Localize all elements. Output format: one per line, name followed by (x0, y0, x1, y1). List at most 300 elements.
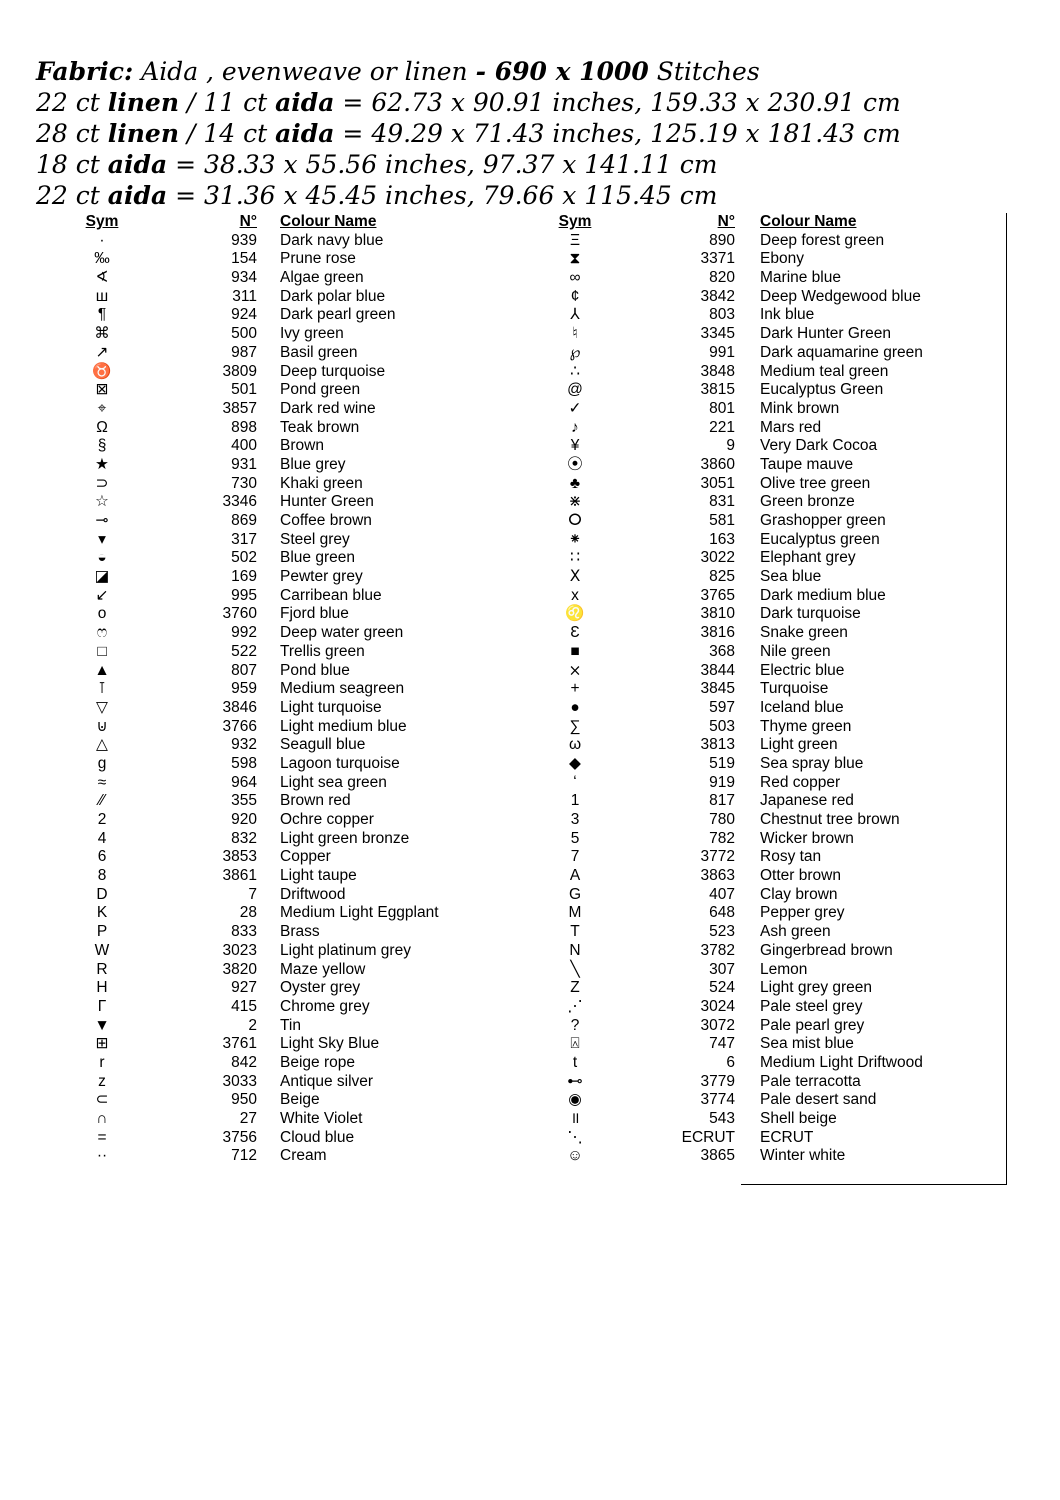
colour-name: Chestnut tree brown (760, 811, 900, 828)
symbol: ⊠ (95, 381, 109, 399)
thread-row (555, 456, 995, 475)
symbol: ¥ (570, 437, 580, 455)
thread-number: 3371 (700, 250, 735, 268)
thread-row (82, 456, 502, 475)
thread-number: 730 (231, 474, 257, 492)
thread-row (555, 998, 995, 1017)
symbol: ∩ (96, 1110, 108, 1127)
thread-row (555, 250, 995, 269)
colour-name: Light medium blue (280, 717, 407, 735)
symbol: ·· (96, 1147, 108, 1165)
thread-number: 415 (231, 997, 257, 1015)
colour-name: Light green bronze (280, 829, 410, 847)
symbol: @ (567, 381, 583, 399)
thread-row (82, 886, 502, 905)
thread-row (82, 1073, 502, 1092)
symbol: ‰ (94, 250, 110, 268)
thread-row (82, 699, 502, 718)
thread-row (555, 381, 995, 400)
thread-row (82, 512, 502, 531)
thread-number: 3072 (700, 1016, 735, 1034)
symbol: x (571, 586, 579, 604)
symbol: ⍓ (570, 1035, 580, 1053)
colour-name: Shell beige (760, 1110, 837, 1127)
thread-number: 934 (231, 269, 257, 287)
colour-name: Prune rose (280, 250, 356, 268)
colour-name: Ivy green (280, 325, 344, 343)
symbol: ⅄ (570, 306, 580, 324)
colour-name: Electric blue (760, 661, 845, 679)
symbol: ▽ (96, 698, 108, 716)
thread-row (82, 549, 502, 568)
symbol: Ξ (569, 231, 581, 249)
column-header-row (82, 213, 502, 232)
thread-number: 3857 (222, 399, 257, 417)
colour-name: Snake green (760, 624, 848, 642)
thread-number: 939 (231, 231, 257, 249)
thread-row (82, 680, 502, 699)
thread-number: 407 (709, 885, 735, 903)
thread-number: 920 (231, 811, 257, 828)
thread-number: 3865 (700, 1147, 735, 1165)
fabric-header (36, 56, 901, 211)
symbol: ? (570, 1016, 580, 1034)
colour-name: Dark polar blue (280, 287, 386, 305)
colour-name: Coffee brown (280, 512, 372, 529)
colour-name: Very Dark Cocoa (760, 437, 878, 455)
colour-name: Ochre copper (280, 811, 374, 828)
thread-number: 581 (709, 512, 735, 529)
symbol: ★ (95, 455, 109, 473)
colour-name: Ink blue (760, 306, 815, 324)
thread-number: 831 (709, 493, 735, 511)
symbol: M (568, 904, 582, 922)
symbol: ⊂ (95, 1091, 109, 1109)
thread-number: 400 (231, 437, 257, 455)
colour-name: Ash green (760, 923, 831, 941)
thread-row (82, 961, 502, 980)
thread-row (82, 1017, 502, 1036)
thread-row (555, 1129, 995, 1148)
thread-number: 890 (709, 231, 735, 249)
symbol: · (99, 231, 105, 249)
symbol: ⊸ (95, 512, 109, 529)
symbol: ♣ (569, 474, 581, 492)
thread-number: 3779 (700, 1072, 735, 1090)
thread-number: 924 (231, 306, 257, 324)
thread-row (555, 549, 995, 568)
colour-name: Light grey green (760, 979, 873, 997)
colour-name: Deep Wedgewood blue (760, 287, 921, 305)
thread-number: 898 (231, 418, 257, 436)
colour-name: Blue grey (280, 455, 346, 473)
colour-name: Blue green (280, 549, 355, 567)
thread-row (82, 493, 502, 512)
thread-row (82, 848, 502, 867)
thread-row (82, 1091, 502, 1110)
stitch-count: - 690 x 1000 (475, 57, 649, 86)
thread-number: 3861 (222, 867, 257, 885)
colour-name: Otter brown (760, 867, 841, 885)
thread-number: 598 (231, 754, 257, 772)
thread-row (82, 755, 502, 774)
symbol: ∷ (570, 549, 580, 567)
colour-name: Pale desert sand (760, 1091, 877, 1109)
thread-row (82, 568, 502, 587)
thread-row (82, 774, 502, 793)
thread-row (555, 942, 995, 961)
symbol: = (97, 1128, 107, 1146)
thread-row (82, 718, 502, 737)
fabric-types: Aida , evenweave or linen (133, 57, 476, 86)
symbol: 5 (570, 829, 580, 847)
colour-name: Pond green (280, 381, 361, 399)
thread-number: 932 (231, 736, 257, 754)
thread-number: 3023 (222, 941, 257, 959)
thread-number: 307 (709, 960, 735, 978)
thread-number: 368 (709, 642, 735, 660)
symbol: ∢ (95, 269, 109, 287)
thread-row (82, 587, 502, 606)
thread-number: 3844 (700, 661, 735, 679)
thread-row (82, 1147, 502, 1166)
symbol: g (97, 754, 107, 772)
thread-row (82, 736, 502, 755)
thread-row (555, 400, 995, 419)
thread-row (555, 419, 995, 438)
thread-number: 919 (709, 773, 735, 791)
symbol: ⵔ (568, 512, 582, 529)
thread-row (82, 811, 502, 830)
colour-name: Hunter Green (280, 493, 374, 511)
symbol: 1 (570, 792, 580, 810)
symbol: ▲ (94, 661, 110, 679)
thread-row (555, 493, 995, 512)
thread-row (555, 1073, 995, 1092)
colour-name: Carribean blue (280, 586, 382, 604)
thread-row (555, 662, 995, 681)
thread-number: 950 (231, 1091, 257, 1109)
thread-number: 311 (232, 287, 257, 305)
thread-row (82, 1054, 502, 1073)
symbol: Γ (97, 997, 107, 1015)
colour-name: Iceland blue (760, 698, 844, 716)
thread-number: 3033 (222, 1072, 257, 1090)
colour-name: Brown red (280, 792, 351, 810)
thread-row (555, 1035, 995, 1054)
thread-number: 28 (239, 904, 257, 922)
colour-name: Dark turquoise (760, 605, 861, 623)
colour-name: Steel grey (280, 530, 350, 548)
column-header-row (555, 213, 995, 232)
colour-name: Medium teal green (760, 362, 889, 380)
thread-row (82, 344, 502, 363)
thread-row (82, 979, 502, 998)
thread-number: 3024 (700, 997, 735, 1015)
symbol: W (94, 941, 110, 959)
thread-row (555, 961, 995, 980)
thread-number: 3815 (700, 381, 735, 399)
thread-number: 500 (231, 325, 257, 343)
thread-row (555, 325, 995, 344)
thread-row (555, 718, 995, 737)
colour-name: Gingerbread brown (760, 941, 893, 959)
number-column-header: N° (239, 213, 257, 230)
colour-name: Thyme green (760, 717, 852, 735)
colour-name: Medium seagreen (280, 680, 405, 698)
thread-row (555, 755, 995, 774)
colour-name: Sea blue (760, 568, 822, 586)
thread-number: 3846 (222, 698, 257, 716)
symbol: t (572, 1053, 578, 1071)
thread-number: 3772 (700, 848, 735, 866)
thread-number: 807 (231, 661, 257, 679)
thread-number: 987 (231, 343, 257, 361)
colour-name: Taupe mauve (760, 455, 854, 473)
thread-row (555, 774, 995, 793)
symbol: ☆ (95, 493, 109, 511)
thread-row (555, 792, 995, 811)
colour-name: Oyster grey (280, 979, 361, 997)
symbol: ¢ (570, 287, 580, 305)
thread-row (555, 475, 995, 494)
thread-row (555, 269, 995, 288)
thread-row (82, 306, 502, 325)
thread-number: 995 (231, 586, 257, 604)
thread-number: 803 (709, 306, 735, 324)
colour-name: Seagull blue (280, 736, 366, 754)
thread-row (555, 437, 995, 456)
thread-row (82, 662, 502, 681)
thread-row (82, 605, 502, 624)
thread-number: 3853 (222, 848, 257, 866)
colour-name: Mink brown (760, 399, 840, 417)
symbol: 3 (570, 811, 580, 828)
colour-name: Nile green (760, 642, 831, 660)
size-22ct-aida-line: 22 ct aida = 31.36 x 45.45 inches, 79.66 x 115.45 cm (36, 181, 718, 210)
symbol: ╲ (570, 960, 580, 978)
colour-name: Teak brown (280, 418, 360, 436)
colour-name: Light green (760, 736, 838, 754)
thread-row (555, 979, 995, 998)
thread-row (82, 437, 502, 456)
thread-row (82, 643, 502, 662)
thread-row (555, 830, 995, 849)
thread-number: 6 (726, 1053, 735, 1071)
thread-number: 991 (709, 343, 735, 361)
colour-name: Dark navy blue (280, 231, 384, 249)
colour-name: Brass (280, 923, 320, 941)
thread-number: 317 (231, 530, 257, 548)
colour-name: Medium Light Driftwood (760, 1053, 923, 1071)
thread-number: 519 (709, 754, 735, 772)
thread-number: 992 (231, 624, 257, 642)
colour-name: Tin (280, 1016, 301, 1034)
thread-row (555, 344, 995, 363)
thread-number: 3760 (222, 605, 257, 623)
symbol: ⊃ (95, 474, 109, 492)
symbol: ◒ (97, 549, 107, 567)
fabric-label: Fabric: (36, 57, 134, 86)
thread-number: 524 (709, 979, 735, 997)
colour-name: Basil green (280, 343, 358, 361)
colour-name: Clay brown (760, 885, 838, 903)
colour-name: Light platinum grey (280, 941, 411, 959)
thread-row (555, 867, 995, 886)
thread-number: 3860 (700, 455, 735, 473)
colour-name: Mars red (760, 418, 822, 436)
colour-name: Dark aquamarine green (760, 343, 923, 361)
colour-name: Green bronze (760, 493, 855, 511)
symbol: ⊺ (97, 680, 107, 698)
thread-row (82, 1110, 502, 1129)
thread-number: 355 (231, 792, 257, 810)
colour-name: Pale pearl grey (760, 1016, 865, 1034)
thread-row (82, 624, 502, 643)
thread-row (82, 288, 502, 307)
thread-number: 543 (709, 1110, 735, 1127)
colour-name: Antique silver (280, 1072, 374, 1090)
symbol: 8 (97, 867, 107, 885)
thread-row (555, 363, 995, 382)
thread-row (82, 904, 502, 923)
symbol: ◪ (94, 568, 110, 586)
thread-row (555, 811, 995, 830)
symbol: ≈ (97, 773, 107, 791)
thread-row (555, 1054, 995, 1073)
thread-number: 832 (231, 829, 257, 847)
colour-name: White Violet (280, 1110, 363, 1127)
thread-number: 2 (248, 1016, 257, 1034)
symbol: ♌ (565, 605, 585, 623)
thread-number: 817 (709, 792, 735, 810)
thread-number: 747 (709, 1035, 735, 1053)
symbol: ⋰ (567, 997, 583, 1015)
thread-row (555, 1110, 995, 1129)
thread-number: 501 (231, 381, 257, 399)
colour-name-column-header: Colour Name (760, 213, 857, 230)
symbol: ⵝ (569, 568, 581, 586)
colour-name: Cream (280, 1147, 327, 1165)
symbol: ⊍ (96, 717, 108, 735)
colour-name: Elephant grey (760, 549, 856, 567)
symbol: ⌘ (94, 325, 110, 343)
thread-row (82, 830, 502, 849)
colour-name: Red copper (760, 773, 841, 791)
thread-number: 3863 (700, 867, 735, 885)
thread-number: 9 (726, 437, 735, 455)
colour-name: Dark medium blue (760, 586, 886, 604)
thread-number: 825 (709, 568, 735, 586)
symbol: 4 (97, 829, 107, 847)
thread-number: 3756 (222, 1128, 257, 1146)
symbol: Ɛ (570, 624, 580, 642)
thread-number: 3809 (222, 362, 257, 380)
thread-row (82, 942, 502, 961)
thread-number: 154 (231, 250, 257, 268)
thread-row (82, 363, 502, 382)
colour-name: Rosy tan (760, 848, 822, 866)
symbol: G (568, 885, 582, 903)
symbol: ✓ (568, 399, 582, 417)
colour-name: Light turquoise (280, 698, 382, 716)
colour-name: Deep water green (280, 624, 404, 642)
symbol: r (99, 1053, 105, 1071)
colour-name: Dark pearl green (280, 306, 396, 324)
symbol: ▼ (94, 1016, 110, 1034)
colour-name: Pond blue (280, 661, 350, 679)
thread-row (82, 400, 502, 419)
stitches-label: Stitches (648, 57, 760, 86)
symbol: ෆ (96, 624, 108, 642)
thread-row (555, 1147, 995, 1166)
thread-number: 7 (248, 885, 257, 903)
thread-number: 964 (231, 773, 257, 791)
thread-row (82, 923, 502, 942)
colour-name: Japanese red (760, 792, 854, 810)
thread-row (555, 923, 995, 942)
symbol: D (96, 885, 108, 903)
thread-number: 3820 (222, 960, 257, 978)
symbol: ● (570, 698, 580, 716)
colour-name: Medium Light Eggplant (280, 904, 439, 922)
symbol: A (569, 867, 581, 885)
table-right-border (1006, 213, 1007, 1185)
thread-row (555, 904, 995, 923)
symbol: ■ (570, 642, 580, 660)
colour-name: Marine blue (760, 269, 841, 287)
colour-name: Pale steel grey (760, 997, 863, 1015)
thread-row (82, 867, 502, 886)
colour-name: Grashopper green (760, 512, 886, 529)
symbol: □ (97, 642, 107, 660)
colour-name: Chrome grey (280, 997, 370, 1015)
colour-name: Winter white (760, 1147, 846, 1165)
thread-row (555, 886, 995, 905)
symbol: P (96, 923, 108, 941)
thread-row (555, 1017, 995, 1036)
colour-name: Wicker brown (760, 829, 854, 847)
thread-number: 27 (239, 1110, 257, 1127)
symbol: ∑ (569, 717, 581, 735)
colour-name: Light sea green (280, 773, 387, 791)
symbol: ↙ (95, 586, 109, 604)
symbol: ⌖ (97, 399, 107, 417)
thread-row (555, 605, 995, 624)
symbol: § (97, 437, 107, 455)
thread-row (555, 1091, 995, 1110)
thread-number: 712 (231, 1147, 257, 1165)
thread-number: 833 (231, 923, 257, 941)
symbol: T (570, 923, 580, 941)
thread-row (555, 848, 995, 867)
thread-number: 842 (231, 1053, 257, 1071)
colour-name: Beige rope (280, 1053, 355, 1071)
colour-name: Ebony (760, 250, 804, 268)
colour-name: Pewter grey (280, 568, 363, 586)
color-key-right (555, 213, 995, 1166)
thread-number: 163 (709, 530, 735, 548)
thread-number: 820 (709, 269, 735, 287)
thread-number: 648 (709, 904, 735, 922)
colour-name: Khaki green (280, 474, 363, 492)
colour-name: Light Sky Blue (280, 1035, 380, 1053)
symbol: K (96, 904, 108, 922)
colour-name: Sea mist blue (760, 1035, 854, 1053)
thread-row (555, 587, 995, 606)
thread-number: 3782 (700, 941, 735, 959)
colour-name: Turquoise (760, 680, 829, 698)
